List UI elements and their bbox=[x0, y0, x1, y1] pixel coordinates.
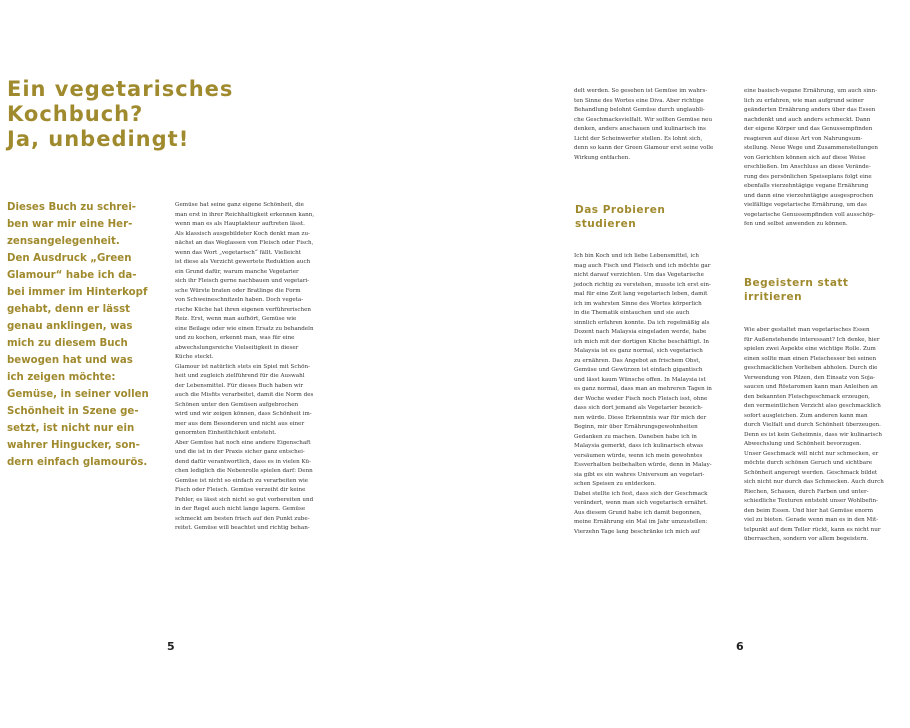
body-line: den beim Essen. Und hier hat Gemüse enorm bbox=[744, 507, 874, 514]
body-line: sich nicht nur durch das Schmecken. Auch durch bbox=[744, 479, 884, 485]
body-line: Behandlung belohnt Gemüse durch unglaubli- bbox=[574, 107, 705, 113]
body-line: reitet. Gemüse will beachtet und richtig behan- bbox=[175, 525, 310, 531]
body-line: Reiz. Erst, wenn man aufhört, Gemüse wie bbox=[175, 316, 297, 322]
body-line: ich im wahrsten Sinne des Wortes körperlich bbox=[574, 300, 702, 307]
intro-line: Gemüse, in seiner vollen bbox=[7, 389, 149, 400]
section-heading-begeistern bbox=[744, 276, 848, 304]
body-line: zu ernähren. Das Angebot an frischem Obst, bbox=[574, 357, 701, 364]
body-line: Glamour ist natürlich stets ein Spiel mit Schön- bbox=[175, 363, 310, 370]
body-line: sia gibt es ein wahres Universum an vegetari- bbox=[574, 471, 705, 478]
intro-line: ben war mir eine Her- bbox=[7, 219, 133, 230]
intro-line: setzt, ist nicht nur ein bbox=[7, 423, 135, 434]
body-line: nächst an das Weglassen von Fleisch oder Fisch, bbox=[175, 240, 314, 246]
body-line: versäumen würde, wenn ich mein gewohntes bbox=[574, 452, 703, 459]
body-line: Wie aber gestaltet man vegetarisches Essen bbox=[744, 327, 870, 333]
body-line: Verwendung von Pilzen, den Einsatz von Soja- bbox=[744, 374, 876, 381]
body-line: eine Beilage oder wie einen Ersatz zu behandeln bbox=[175, 325, 314, 332]
body-line: geänderten Ernährung anders über das Essen bbox=[744, 107, 876, 113]
body-line: Als klassisch ausgebildeter Koch denkt man zu- bbox=[175, 230, 310, 237]
intro-line: ich zeigen möchte: bbox=[7, 372, 116, 383]
body-line: vegetarische Genussempfinden voll ausschöp- bbox=[744, 211, 875, 218]
body-line: rung des persönlichen Speiseplans folgt eine bbox=[744, 173, 872, 180]
body-line: saucen und Röstaromen kann man Anleihen an bbox=[744, 384, 878, 390]
body-line: jedoch richtig zu verstehen, musste ich erst ein- bbox=[574, 281, 711, 288]
body-line: und zu kochen, erkennt man, was für eine bbox=[175, 335, 295, 341]
body-line: chen lediglich die Nebenrolle spielen darf: Denn bbox=[175, 468, 313, 474]
body-line: Gemüse ist nicht so einfach zu verarbeiten wie bbox=[175, 477, 309, 484]
body-line: wird und wir zeigen können, dass Schönheit im- bbox=[175, 411, 312, 417]
body-line: eine basisch-vegane Ernährung, um auch sinn- bbox=[744, 88, 878, 94]
body-line: möchte durch schönen Geruch und sichtbare bbox=[744, 460, 873, 466]
body-line: Unser Geschmack will nicht nur schmecken, er bbox=[744, 450, 879, 457]
body-line: ein Grund dafür, warum manche Vegetarier bbox=[175, 268, 299, 275]
heading-line: irritieren bbox=[744, 291, 803, 303]
body-line: reagieren auf diese Art von Nahrungsum- bbox=[744, 135, 863, 142]
right-column1-bottom-text bbox=[574, 252, 734, 537]
body-line: Dabei stellte ich fest, dass sich der Geschmack bbox=[574, 490, 708, 497]
body-line: der eigene Körper und das Genussempfinden bbox=[744, 126, 873, 132]
body-line: sofort ausgleichen. Zum anderen kann man bbox=[744, 412, 868, 419]
right-column2-bottom-text bbox=[744, 326, 904, 545]
body-line: nachdenkt und auch anders schmeckt. Dann bbox=[744, 116, 871, 123]
body-line: auch die Misfits verarbeitet, damit die Norm des bbox=[175, 392, 314, 398]
body-line: abwechslungsreiche Vielseitigkeit in dieser bbox=[175, 344, 299, 351]
page-number-left: 5 bbox=[167, 640, 175, 653]
page-number-right: 6 bbox=[736, 640, 744, 653]
body-line: nen würde. Diese Erkenntnis war für mich der bbox=[574, 414, 707, 421]
body-line: erschließen. Im Anschluss an diese Verände- bbox=[744, 164, 871, 170]
body-line: einen sollte man einen Fleischesser bei seinen bbox=[744, 355, 877, 362]
title-line: Kochbuch? bbox=[7, 102, 144, 126]
title-line: Ein vegetarisches bbox=[7, 77, 234, 101]
body-line: spielen zwei Aspekte eine wichtige Rolle. Zum bbox=[744, 346, 876, 352]
right-column2-top-text bbox=[744, 87, 904, 230]
body-line: Küche steckt. bbox=[175, 354, 214, 360]
right-column1-top-text bbox=[574, 87, 734, 163]
body-line: lich zu erfahren, wie man aufgrund seiner bbox=[744, 97, 864, 104]
body-line: durch Vielfalt und durch Schönheit überzeugen. bbox=[744, 422, 881, 428]
body-line: denken, anders anschauen und kulinarisch ins bbox=[574, 126, 706, 132]
body-line: Malaysia ist es ganz normal, sich vegetarisch bbox=[574, 348, 703, 354]
intro-line: dern einfach glamourös. bbox=[7, 457, 148, 468]
body-line: man erst in ihrer Reichhaltigkeit erkennen kann, bbox=[175, 211, 315, 218]
body-line: dass sich dort jemand als Vegetarier bezeich- bbox=[574, 405, 703, 411]
body-line: und lässt kaum Wünsche offen. In Malaysia ist bbox=[574, 376, 706, 383]
body-line: Fehler, es lässt sich nicht so gut vorbereiten und bbox=[175, 496, 314, 503]
body-line: überraschen, sondern vor allem begeistern. bbox=[744, 536, 869, 542]
intro-line: bewogen hat und was bbox=[7, 355, 133, 366]
body-line: und dann eine vierzehntägige ausgesprochen bbox=[744, 192, 874, 199]
body-line: wenn man es als Hauptakteur auftreten lässt. bbox=[175, 221, 305, 227]
body-line: für Außenstehende interessant? Ich denke, hier bbox=[744, 336, 880, 343]
body-line: der Woche weder Fisch noch Fleisch isst, ohne bbox=[574, 395, 708, 402]
body-line: den vermeintlichen Verzicht also geschmacklich bbox=[744, 403, 881, 409]
intro-line: bei immer im Hinterkopf bbox=[7, 287, 148, 298]
body-line: von Schweineschnitzeln haben. Doch vegeta- bbox=[175, 297, 304, 303]
body-line: denn so kann der Green Glamour erst seine volle bbox=[574, 145, 714, 151]
body-line: Aber Gemüse hat noch eine andere Eigenschaft bbox=[175, 439, 311, 446]
body-line: Licht der Scheinwerfer stellen. Es lohnt sich, bbox=[574, 135, 703, 142]
body-line: Abwechslung und Schönheit bevorzugen. bbox=[744, 441, 862, 447]
body-line: Gemüse und Gewürzen ist einfach gigantisch bbox=[574, 367, 703, 373]
body-line: Schönen unter den Gemüsen aufgebrochen bbox=[175, 401, 299, 408]
body-line: Wirkung entfachen. bbox=[574, 154, 631, 161]
body-line: und die ist in der Praxis sicher ganz entschei- bbox=[175, 449, 305, 455]
body-line: schmeckt am besten frisch auf den Punkt zube- bbox=[175, 515, 310, 522]
heading-line: studieren bbox=[575, 218, 637, 230]
body-line: Gedanken zu machen. Daneben habe ich in bbox=[574, 433, 697, 440]
body-line: telpunkt auf dem Teller rückt, kann es nicht nur bbox=[744, 526, 881, 533]
body-line: ist diese als Verzicht gewertete Reduktion auch bbox=[175, 259, 311, 265]
body-line: geschmacklichen Vorlieben abholen. Durch die bbox=[744, 365, 878, 371]
intro-line: genau anklingen, was bbox=[7, 321, 133, 332]
body-line: Beginn, mir über Ernährungsgewohnheiten bbox=[574, 424, 698, 430]
intro-line: Dieses Buch zu schrei- bbox=[7, 202, 137, 213]
body-line: Denn es ist kein Geheimnis, dass wir kulinarisch bbox=[744, 431, 882, 438]
body-line: Vierzehn Tage lang beschränke ich mich auf bbox=[574, 528, 700, 535]
body-line: ebenfalls vierzehntägige vegane Ernährung bbox=[744, 183, 869, 189]
intro-line: wahrer Hingucker, son- bbox=[7, 440, 140, 451]
body-line: ich mich mit der dortigen Küche beschäftigt. In bbox=[574, 338, 709, 345]
body-line: Essverhalten beibehalten würde, denn in Malay- bbox=[574, 462, 712, 468]
intro-line: zensangelegenheit. bbox=[7, 236, 120, 247]
left-body-column bbox=[175, 201, 335, 534]
body-line: rische Küche hat ihren eigenen verführerischen bbox=[175, 306, 312, 313]
body-line: Riechen, Schauen, durch Farben und unter- bbox=[744, 488, 869, 495]
section-heading-probieren bbox=[575, 203, 665, 231]
body-line: delt werden. So gesehen ist Gemüse im wahrs- bbox=[574, 88, 708, 94]
body-line: in die Thematik eintauchen und sie auch bbox=[574, 310, 690, 316]
intro-paragraph bbox=[7, 199, 167, 471]
body-line: meine Ernährung ein Mal im Jahr umzustellen: bbox=[574, 519, 708, 525]
body-line: dend dafür verantwortlich, dass es in vielen Kü- bbox=[175, 458, 312, 465]
body-line: che Geschmacksvielfalt. Wir sollten Gemüse neu bbox=[574, 116, 713, 123]
intro-line: Glamour“ habe ich da- bbox=[7, 270, 137, 281]
body-line: genormten Einheitlichkeit entsteht. bbox=[175, 430, 277, 436]
body-line: schiedliche Texturen entsteht unser Wohlbefin- bbox=[744, 498, 878, 504]
body-line: der Lebensmittel. Für dieses Buch haben wir bbox=[175, 382, 304, 389]
body-line: verändert, wenn man sich vegetarisch ernährt. bbox=[574, 500, 708, 506]
body-line: nicht darauf verzichten. Um das Vegetarische bbox=[574, 272, 704, 278]
body-line: stellung. Neue Wege und Zusammenstellungen bbox=[744, 145, 879, 151]
body-line: ten Sinne des Wortes eine Diva. Aber richtige bbox=[574, 97, 704, 104]
body-line: es ganz normal, dass man an mehreren Tagen in bbox=[574, 386, 712, 392]
body-line: schen Speisen zu entdecken. bbox=[574, 481, 656, 487]
body-line: mag auch Fisch und Fleisch und ich möchte gar bbox=[574, 262, 711, 269]
body-line: sinnlich erfahren konnte. Da ich regelmäßig als bbox=[574, 319, 710, 326]
body-line: viel zu bieten. Gerade wenn man es in den Mit- bbox=[744, 517, 879, 523]
intro-line: Schönheit in Szene ge- bbox=[7, 406, 139, 417]
body-line: fen und selbst anwenden zu können. bbox=[744, 221, 848, 227]
body-line: Aus diesem Grund habe ich damit begonnen, bbox=[574, 509, 702, 516]
title-line: Ja, unbedingt! bbox=[7, 127, 190, 151]
body-line: mal für eine Zeit lang vegetarisch leben, damit bbox=[574, 291, 708, 297]
body-line: sich ihr Fleisch gerne nachbauen und vegetari- bbox=[175, 278, 310, 284]
chapter-title bbox=[7, 77, 307, 152]
body-line: wenn das Wort „vegetarisch“ fällt. Vielleicht bbox=[175, 249, 302, 256]
body-line: Gemüse hat seine ganz eigene Schönheit, die bbox=[175, 202, 304, 208]
body-line: heit und zugleich zielführend für die Auswahl bbox=[175, 373, 305, 379]
heading-line: Begeistern statt bbox=[744, 277, 849, 289]
intro-line: Den Ausdruck „Green bbox=[7, 253, 132, 264]
body-line: Dozent nach Malaysia eingeladen werde, habe bbox=[574, 329, 707, 335]
heading-line: Das Probieren bbox=[575, 204, 666, 216]
body-line: Malaysia gemerkt, dass ich kulinarisch etwas bbox=[574, 443, 704, 449]
body-line: Fisch oder Fleisch. Gemüse verzeiht dir keine bbox=[175, 487, 306, 493]
body-line: sche Würste braten oder Bratlinge die Form bbox=[175, 287, 301, 294]
body-line: den bekannten Fleischgeschmack erzeugen, bbox=[744, 393, 870, 400]
body-line: vielfältige vegetarische Ernährung, um das bbox=[744, 202, 867, 208]
body-line: Schönheit angeregt werden. Geschmack bildet bbox=[744, 469, 878, 476]
body-line: in der Regel auch nicht lange lagern. Gemüse bbox=[175, 506, 306, 512]
intro-line: gehabt, denn er lässt bbox=[7, 304, 131, 315]
body-line: von Gerichten können sich auf diese Weise bbox=[744, 154, 866, 161]
body-line: mer aus dem Besonderen und nicht aus einer bbox=[175, 420, 305, 427]
body-line: Ich bin Koch und ich liebe Lebensmittel, ich bbox=[574, 253, 699, 259]
right-page bbox=[455, 0, 910, 728]
intro-line: mich zu diesem Buch bbox=[7, 338, 128, 349]
